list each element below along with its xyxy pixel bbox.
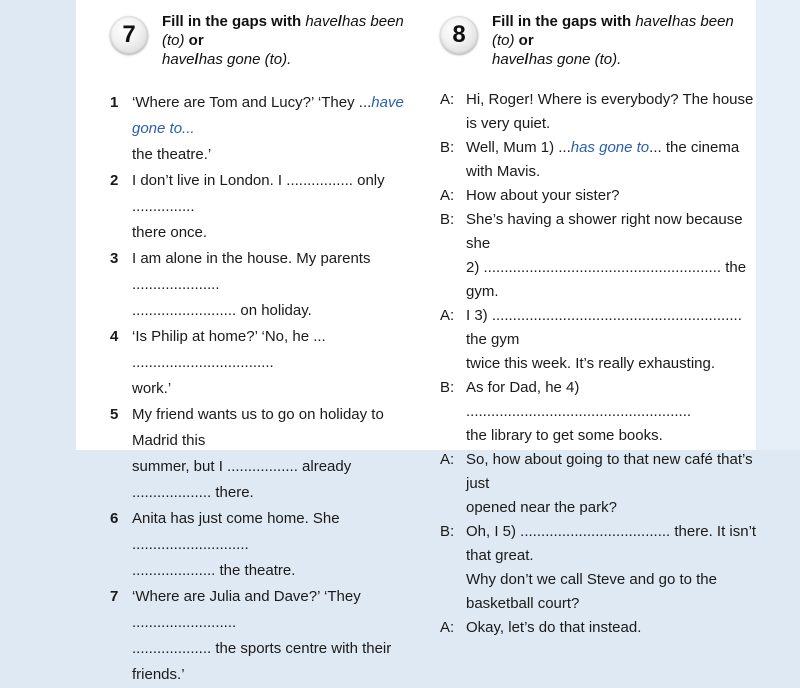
dialog-line: A: How about your sister?: [440, 184, 760, 208]
list-item-continuation: summer, but I ................. already ................... there.: [132, 458, 352, 501]
dialog-line: A: Hi, Roger! Where is everybody? The house is very quiet.: [440, 88, 760, 136]
item-text: My friend wants us to go on holiday to Madrid this: [132, 406, 384, 449]
worksheet-page: [76, 0, 757, 683]
list-item-continuation: work.’: [132, 380, 172, 397]
exercise-instruction: Fill in the gaps with have/has been (to) or have/has gone (to).: [162, 13, 404, 68]
dialog-line: the library to get some books.: [466, 427, 663, 444]
exercise-7: [110, 0, 420, 683]
dialog-line: B: She’s having a shower right now because she: [440, 208, 760, 256]
speaker-label: A:: [440, 91, 455, 108]
answer-text: has gone to: [570, 139, 650, 156]
list-item: [110, 402, 420, 454]
dialog-line: B: As for Dad, he 4) ......................................................: [440, 376, 760, 424]
list-item: [110, 324, 420, 376]
dialog-line: 2) ......................................................... the gym.: [466, 259, 747, 300]
item-number: 6: [110, 510, 119, 527]
item-number: 7: [110, 588, 119, 605]
speaker-label: A:: [440, 619, 455, 636]
speaker-label: A:: [440, 451, 455, 468]
item-text: I don’t live in London. I ................ only ...............: [132, 172, 385, 215]
list-item: [110, 168, 420, 220]
exercise-items: [110, 90, 420, 688]
exercise-7-header: [110, 0, 420, 70]
dialog-line: twice this week. It’s really exhausting.: [466, 355, 716, 372]
item-text: I am alone in the house. My parents .....................: [132, 250, 371, 293]
item-number: 3: [110, 250, 119, 267]
list-item-continuation: ................... the sports centre with their friends.’: [132, 640, 392, 683]
item-text: ‘Where are Julia and Dave?’ ‘They .........................: [132, 588, 361, 631]
dialog-line: B: Oh, I 5) .................................... there. It isn’t that great.: [440, 520, 760, 568]
dialog-line: A: Okay, let’s do that instead.: [440, 616, 760, 640]
exercise-number-badge: 8: [440, 16, 478, 54]
item-number: 5: [110, 406, 119, 423]
item-number: 4: [110, 328, 119, 345]
answer-text: have gone to...: [132, 94, 404, 137]
exercise-8: [440, 0, 760, 636]
list-item-continuation: there once.: [132, 224, 208, 241]
list-item: [110, 246, 420, 298]
exercise-instruction: Fill in the gaps with have/has been (to) or have/has gone (to).: [492, 13, 734, 68]
list-item-continuation: .................... the theatre.: [132, 562, 296, 579]
item-text: Anita has just come home. She ............................: [132, 510, 340, 553]
exercise-number-badge: 7: [110, 16, 148, 54]
speaker-label: A:: [440, 187, 455, 204]
speaker-label: A:: [440, 307, 455, 324]
speaker-label: B:: [440, 379, 455, 396]
list-item-continuation: the theatre.’: [132, 146, 212, 163]
dialog-line: A: I 3) ............................................................ the gym: [440, 304, 760, 352]
speaker-label: B:: [440, 139, 455, 156]
list-item: [110, 90, 420, 142]
list-item-continuation: ......................... on holiday.: [132, 302, 312, 319]
dialog-line: B: Well, Mum 1) ...has gone to... the cinema with Mavis.: [440, 136, 760, 184]
item-number: 2: [110, 172, 119, 189]
speaker-label: B:: [440, 523, 455, 540]
list-item: [110, 584, 420, 636]
dialog: [440, 88, 760, 640]
item-number: 1: [110, 94, 119, 111]
dialog-line: opened near the park?: [466, 499, 617, 516]
list-item: [110, 506, 420, 558]
item-text: ‘Where are Tom and Lucy?’ ‘They ...have gone to...: [132, 94, 404, 137]
dialog-line: Why don’t we call Steve and go to the basketball court?: [466, 571, 717, 612]
speaker-label: B:: [440, 211, 455, 228]
background-strip: [756, 0, 800, 450]
exercise-8-header: [440, 0, 760, 70]
item-text: ‘Is Philip at home?’ ‘No, he ... ..................................: [132, 328, 326, 371]
dialog-line: A: So, how about going to that new café that’s just: [440, 448, 760, 496]
